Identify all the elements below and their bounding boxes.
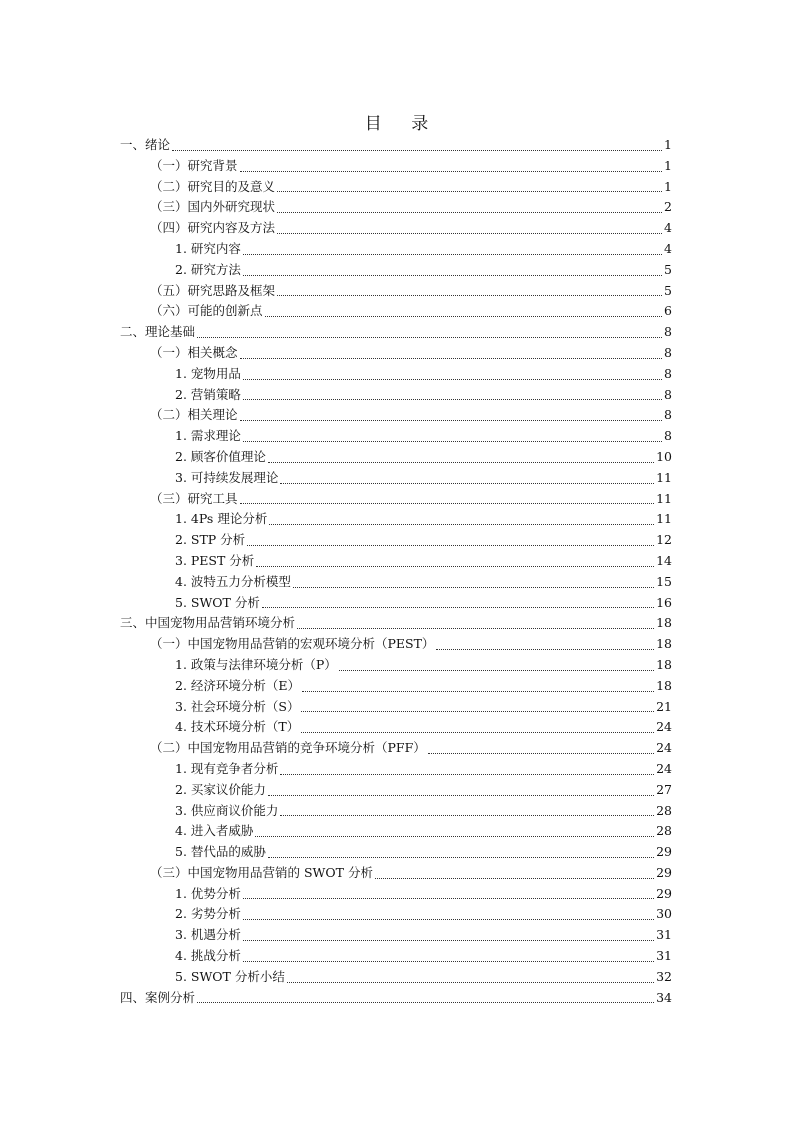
toc-entry[interactable] bbox=[120, 343, 672, 364]
toc-entry-text: 1. 需求理论 bbox=[175, 428, 241, 444]
toc-dot-leader bbox=[280, 815, 654, 816]
toc-dot-leader bbox=[301, 711, 654, 712]
toc-entry[interactable] bbox=[120, 239, 672, 260]
toc-dot-leader bbox=[277, 295, 662, 296]
toc-entry-text: 4. 进入者威胁 bbox=[175, 823, 254, 839]
toc-entry-text: 3. PEST 分析 bbox=[175, 552, 255, 568]
toc-entry-text: 4. 技术环境分析（T） bbox=[175, 719, 300, 735]
toc-entry[interactable] bbox=[120, 634, 672, 655]
toc-page-number: 15 bbox=[656, 573, 672, 589]
toc-dot-leader bbox=[268, 795, 654, 796]
toc-entry-text: 3. 可持续发展理论 bbox=[175, 469, 279, 485]
toc-entry[interactable] bbox=[120, 988, 672, 1009]
toc-dot-leader bbox=[243, 379, 662, 380]
toc-entry-text: （四）研究内容及方法 bbox=[150, 220, 276, 236]
toc-entry[interactable] bbox=[120, 759, 672, 780]
toc-entry-text: （二）研究目的及意义 bbox=[150, 178, 276, 194]
toc-page-number: 4 bbox=[664, 240, 672, 256]
toc-page-number: 32 bbox=[656, 968, 672, 984]
toc-entry-text: （三）国内外研究现状 bbox=[150, 199, 276, 215]
toc-page-number: 1 bbox=[664, 157, 672, 173]
toc-dot-leader bbox=[265, 316, 663, 317]
toc-page-number: 29 bbox=[656, 885, 672, 901]
toc-page-number: 31 bbox=[656, 948, 672, 964]
toc-entry-text: （三）中国宠物用品营销的 SWOT 分析 bbox=[150, 864, 373, 880]
toc-entry[interactable] bbox=[120, 946, 672, 967]
toc-page-number: 5 bbox=[664, 261, 672, 277]
toc-dot-leader bbox=[277, 233, 662, 234]
toc-dot-leader bbox=[269, 524, 654, 525]
toc-entry[interactable] bbox=[120, 468, 672, 489]
toc-dot-leader bbox=[240, 503, 655, 504]
toc-entry-text: （一）相关概念 bbox=[150, 344, 238, 360]
toc-page-number: 8 bbox=[664, 324, 672, 340]
toc-entry[interactable] bbox=[120, 281, 672, 302]
toc-dot-leader bbox=[243, 919, 654, 920]
toc-entry-text: 5. SWOT 分析小结 bbox=[175, 968, 285, 984]
toc-entry[interactable] bbox=[120, 863, 672, 884]
toc-entry[interactable] bbox=[120, 322, 672, 343]
toc-entry[interactable] bbox=[120, 551, 672, 572]
toc-dot-leader bbox=[247, 545, 654, 546]
toc-page-number: 14 bbox=[656, 552, 672, 568]
toc-page-number: 24 bbox=[656, 719, 672, 735]
toc-entry[interactable] bbox=[120, 904, 672, 925]
toc-entry[interactable] bbox=[120, 530, 672, 551]
toc-page-number: 1 bbox=[664, 178, 672, 194]
toc-entry-text: （一）研究背景 bbox=[150, 157, 238, 173]
toc-entry-text: 1. 研究内容 bbox=[175, 240, 241, 256]
toc-page-number: 28 bbox=[656, 802, 672, 818]
toc-dot-leader bbox=[243, 940, 654, 941]
toc-dot-leader bbox=[436, 649, 654, 650]
toc-entry[interactable] bbox=[120, 156, 672, 177]
toc-entry[interactable] bbox=[120, 509, 672, 530]
toc-page-number: 29 bbox=[656, 844, 672, 860]
toc-page-number: 6 bbox=[664, 303, 672, 319]
toc-page-number: 18 bbox=[656, 656, 672, 672]
toc-page-number: 27 bbox=[656, 781, 672, 797]
toc-page-number: 8 bbox=[664, 428, 672, 444]
toc-entry-text: 1. 政策与法律环境分析（P） bbox=[175, 656, 337, 672]
toc-entry[interactable] bbox=[120, 821, 672, 842]
toc-dot-leader bbox=[240, 171, 663, 172]
toc-dot-leader bbox=[262, 607, 654, 608]
toc-dot-leader bbox=[277, 212, 662, 213]
toc-dot-leader bbox=[243, 961, 654, 962]
toc-dot-leader bbox=[301, 732, 654, 733]
toc-entry[interactable] bbox=[120, 135, 672, 156]
toc-dot-leader bbox=[240, 420, 663, 421]
toc-entry[interactable] bbox=[120, 967, 672, 988]
toc-dot-leader bbox=[268, 857, 654, 858]
toc-entry[interactable] bbox=[120, 301, 672, 322]
toc-dot-leader bbox=[280, 483, 654, 484]
toc-entry[interactable] bbox=[120, 572, 672, 593]
toc-dot-leader bbox=[243, 275, 662, 276]
toc-entry-text: 5. 替代品的威胁 bbox=[175, 844, 266, 860]
toc-entry[interactable] bbox=[120, 780, 672, 801]
toc-entry-text: （三）研究工具 bbox=[150, 490, 238, 506]
toc-page-number: 8 bbox=[664, 386, 672, 402]
toc-entry-text: 2. 买家议价能力 bbox=[175, 781, 266, 797]
toc-entry-text: 2. 顾客价值理论 bbox=[175, 448, 266, 464]
toc-page-number: 11 bbox=[656, 490, 672, 506]
toc-page-number: 8 bbox=[664, 365, 672, 381]
toc-dot-leader bbox=[243, 254, 662, 255]
toc-entry-text: 四、案例分析 bbox=[120, 989, 196, 1005]
toc-entry[interactable] bbox=[120, 697, 672, 718]
toc-page-number: 12 bbox=[656, 532, 672, 548]
toc-page-number: 29 bbox=[656, 864, 672, 880]
toc-entry[interactable] bbox=[120, 801, 672, 822]
toc-dot-leader bbox=[243, 898, 654, 899]
toc-dot-leader bbox=[256, 566, 654, 567]
toc-entry-text: （二）中国宠物用品营销的竞争环境分析（PFF） bbox=[150, 740, 426, 756]
toc-page-number: 18 bbox=[656, 636, 672, 652]
toc-entry[interactable] bbox=[120, 447, 672, 468]
toc-entry-text: 1. 宠物用品 bbox=[175, 365, 241, 381]
toc-entry-text: 4. 挑战分析 bbox=[175, 948, 241, 964]
toc-entry-text: 2. 研究方法 bbox=[175, 261, 241, 277]
toc-page-number: 5 bbox=[664, 282, 672, 298]
toc-dot-leader bbox=[172, 150, 662, 151]
toc-entry[interactable] bbox=[120, 218, 672, 239]
toc-page-number: 4 bbox=[664, 220, 672, 236]
toc-page-number: 2 bbox=[664, 199, 672, 215]
toc-page-number: 24 bbox=[656, 740, 672, 756]
toc-entry[interactable] bbox=[120, 613, 672, 634]
toc-entry[interactable] bbox=[120, 364, 672, 385]
toc-entry[interactable] bbox=[120, 842, 672, 863]
toc-entry[interactable] bbox=[120, 884, 672, 905]
toc-entry-text: 三、中国宠物用品营销环境分析 bbox=[120, 615, 296, 631]
toc-entry[interactable] bbox=[120, 593, 672, 614]
toc-entry-text: （五）研究思路及框架 bbox=[150, 282, 276, 298]
toc-dot-leader bbox=[287, 982, 654, 983]
toc-dot-leader bbox=[302, 691, 654, 692]
toc-page-number: 18 bbox=[656, 615, 672, 631]
toc-entry[interactable] bbox=[120, 197, 672, 218]
toc-entry-text: 1. 4Ps 理论分析 bbox=[175, 511, 268, 527]
toc-dot-leader bbox=[197, 1002, 654, 1003]
toc-page-number: 10 bbox=[656, 448, 672, 464]
toc-entry[interactable] bbox=[120, 385, 672, 406]
toc-entry[interactable] bbox=[120, 717, 672, 738]
toc-entry-text: 一、绪论 bbox=[120, 137, 171, 152]
toc-entry-text: 3. 社会环境分析（S） bbox=[175, 698, 300, 714]
toc-entry[interactable] bbox=[120, 925, 672, 946]
toc-page-number: 31 bbox=[656, 927, 672, 943]
toc-entry-text: 二、理论基础 bbox=[120, 324, 196, 340]
toc-entry[interactable] bbox=[120, 489, 672, 510]
toc-page-number: 21 bbox=[656, 698, 672, 714]
toc-dot-leader bbox=[240, 358, 663, 359]
toc-entry-text: 2. 营销策略 bbox=[175, 386, 241, 402]
toc-entry-text: 3. 供应商议价能力 bbox=[175, 802, 279, 818]
toc-dot-leader bbox=[280, 774, 654, 775]
toc-entry-text: 2. 经济环境分析（E） bbox=[175, 677, 301, 693]
toc-entry[interactable] bbox=[120, 405, 672, 426]
toc-entry[interactable] bbox=[120, 426, 672, 447]
toc-title: 目 录 bbox=[364, 114, 441, 134]
toc-page-number: 34 bbox=[656, 989, 672, 1005]
toc-dot-leader bbox=[375, 878, 654, 879]
toc-dot-leader bbox=[268, 462, 654, 463]
toc-dot-leader bbox=[197, 337, 662, 338]
toc-dot-leader bbox=[293, 587, 654, 588]
toc-page-number: 8 bbox=[664, 407, 672, 423]
toc-dot-leader bbox=[297, 628, 654, 629]
toc-entry[interactable] bbox=[120, 177, 672, 198]
toc-list bbox=[120, 135, 672, 1008]
toc-entry-text: 3. 机遇分析 bbox=[175, 927, 241, 943]
toc-page-number: 11 bbox=[656, 511, 672, 527]
toc-page-number: 8 bbox=[664, 344, 672, 360]
toc-dot-leader bbox=[243, 399, 662, 400]
toc-dot-leader bbox=[277, 191, 662, 192]
toc-entry-text: 2. STP 分析 bbox=[175, 532, 246, 548]
toc-dot-leader bbox=[255, 836, 654, 837]
toc-entry-text: （二）相关理论 bbox=[150, 407, 238, 423]
toc-page-number: 16 bbox=[656, 594, 672, 610]
toc-dot-leader bbox=[243, 441, 662, 442]
toc-page-number: 11 bbox=[656, 469, 672, 485]
toc-page-number: 28 bbox=[656, 823, 672, 839]
toc-entry-text: 1. 优势分析 bbox=[175, 885, 241, 901]
toc-dot-leader bbox=[339, 670, 654, 671]
toc-entry-text: （六）可能的创新点 bbox=[150, 303, 263, 319]
toc-entry[interactable] bbox=[120, 738, 672, 759]
toc-dot-leader bbox=[428, 753, 654, 754]
toc-entry-text: 4. 波特五力分析模型 bbox=[175, 573, 291, 589]
toc-entry-text: （一）中国宠物用品营销的宏观环境分析（PEST） bbox=[150, 636, 435, 652]
toc-page-number: 1 bbox=[664, 137, 672, 152]
toc-entry-text: 2. 劣势分析 bbox=[175, 906, 241, 922]
toc-page-number: 30 bbox=[656, 906, 672, 922]
toc-entry-text: 1. 现有竞争者分析 bbox=[175, 760, 279, 776]
toc-page-number: 24 bbox=[656, 760, 672, 776]
toc-entry[interactable] bbox=[120, 260, 672, 281]
toc-entry[interactable] bbox=[120, 676, 672, 697]
toc-page-number: 18 bbox=[656, 677, 672, 693]
toc-entry[interactable] bbox=[120, 655, 672, 676]
toc-entry-text: 5. SWOT 分析 bbox=[175, 594, 260, 610]
